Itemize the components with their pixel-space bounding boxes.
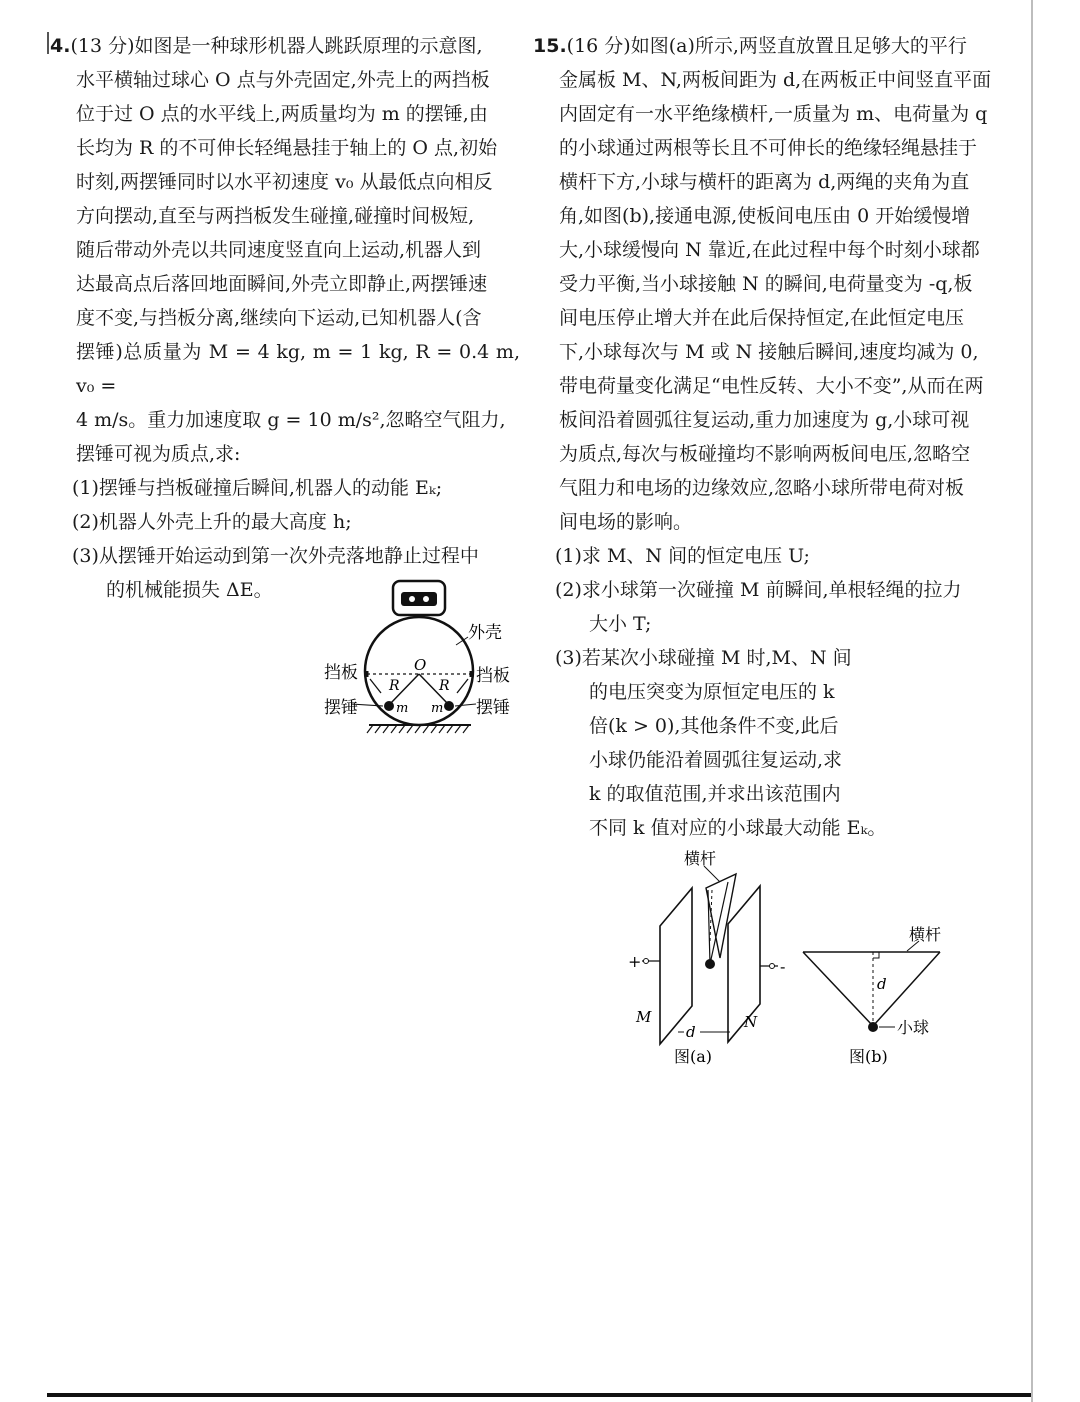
question-text-line: 横杆下方,小球与横杆的距离为 d,两绳的夹角为直 xyxy=(559,171,970,193)
question-number: 4. xyxy=(50,35,71,57)
plate-m xyxy=(660,888,692,1044)
label-pendulum-left: 摆锤 xyxy=(324,698,358,718)
label-ball: 小球 xyxy=(897,1018,930,1037)
label-m-right: m xyxy=(431,701,444,716)
question-text-line: (13 分)如图是一种球形机器人跳跃原理的示意图, xyxy=(70,35,483,57)
label-d: d xyxy=(877,975,887,993)
caption-b: 图(b) xyxy=(849,1047,888,1066)
question-text-line: 摆锤可视为质点,求: xyxy=(76,443,241,465)
sub-question-3: (3)若某次小球碰撞 M 时,M、N 间 的电压突变为原恒定电压的 k 倍(k > 0),其他条件不变,此后 小球仍能沿着圆弧往复运动,求 k 的取值范围,并求出该范围内 不同 k 值对应的小球最大动能 Eₖ。 xyxy=(555,647,887,839)
label-d: d xyxy=(686,1023,696,1041)
pendulum-bob-left xyxy=(384,701,394,711)
question-text-line: 带电荷量变化满足“电性反转、大小不变”,从而在两 xyxy=(559,375,984,397)
question-text-line: 水平横轴过球心 O 点与外壳固定,外壳上的两挡板 xyxy=(76,69,490,91)
question-text-line: 间电场的影响。 xyxy=(559,511,693,533)
question-text-line: 度不变,与挡板分离,继续向下运动,已知机器人(含 xyxy=(76,307,482,329)
question-text-line: 金属板 M、N,两板间距为 d,在两板正中间竖直平面 xyxy=(559,69,992,91)
figure-b-pendulum xyxy=(795,920,975,1070)
label-rod: 横杆 xyxy=(909,925,942,944)
question-text-line: 下,小球每次与 M 或 N 接触后瞬间,速度均减为 0, xyxy=(559,341,979,363)
question-text-line: 达最高点后落回地面瞬间,外壳立即静止,两摆锤速 xyxy=(76,273,488,295)
question-text-line: 位于过 O 点的水平线上,两质量均为 m 的摆锤,由 xyxy=(76,103,488,125)
label-center-o: O xyxy=(414,656,427,674)
question-number: 15. xyxy=(533,35,567,57)
question-text-line: 方向摆动,直至与两挡板发生碰撞,碰撞时间极短, xyxy=(76,205,475,227)
question-text-line: 长均为 R 的不可伸长轻绳悬挂于轴上的 O 点,初始 xyxy=(76,137,498,159)
question-text-line: 的小球通过两根等长且不可伸长的绝缘轻绳悬挂于 xyxy=(559,137,978,159)
question-text-line: 受力平衡,当小球接触 N 的瞬间,电荷量变为 -q,板 xyxy=(559,273,973,295)
left-edge-mark xyxy=(47,32,49,54)
question-text-line: 气阻力和电场的边缘效应,忽略小球所带电荷对板 xyxy=(559,477,965,499)
label-m-plate: M xyxy=(636,1008,652,1026)
label-n-plate: N xyxy=(744,1013,758,1031)
question-text-line: 角,如图(b),接通电源,使板间电压由 0 开始缓慢增 xyxy=(559,205,971,227)
question-text-line: 大,小球缓慢向 N 靠近,在此过程中每个时刻小球都 xyxy=(559,239,980,261)
question-text-line: (16 分)如图(a)所示,两竖直放置且足够大的平行 xyxy=(566,35,967,57)
question-text-line: 摆锤)总质量为 M = 4 kg, m = 1 kg, R = 0.4 m, v₀ = xyxy=(76,341,520,397)
label-plus: + xyxy=(628,952,642,971)
question-text-line: 板间沿着圆弧往复运动,重力加速度为 g,小球可视 xyxy=(559,409,970,431)
question-text-line: 为质点,每次与板碰撞均不影响两板间电压,忽略空 xyxy=(559,443,971,465)
question-text-line: 时刻,两摆锤同时以水平初速度 v₀ 从最低点向相反 xyxy=(76,171,493,193)
question-text-line: 内固定有一水平绝缘横杆,一质量为 m、电荷量为 q xyxy=(559,103,988,125)
label-r-left: R xyxy=(389,678,400,694)
label-baffle-left: 挡板 xyxy=(324,663,358,683)
robot-diagram xyxy=(315,575,525,735)
sub-question-3: (3)从摆锤开始运动到第一次外壳落地静止过程中 的机械能损失 ΔE。 xyxy=(72,545,479,601)
label-r-right: R xyxy=(439,678,450,694)
small-ball xyxy=(868,1022,878,1032)
question-14 xyxy=(50,29,520,607)
question-text-line: 间电压停止增大并在此后保持恒定,在此恒定电压 xyxy=(559,307,965,329)
label-baffle-right: 挡板 xyxy=(476,666,510,686)
rope-left xyxy=(803,952,873,1026)
label-minus: - xyxy=(780,957,786,976)
sub-question-2: (2)求小球第一次碰撞 M 前瞬间,单根轻绳的拉力 大小 T; xyxy=(555,579,962,635)
label-pendulum-right: 摆锤 xyxy=(476,698,510,718)
sub-question-2: (2)机器人外壳上升的最大高度 h; xyxy=(72,511,352,533)
bottom-rule xyxy=(47,1393,1031,1397)
label-m-left: m xyxy=(396,701,409,716)
figure-a-plates xyxy=(620,846,800,1071)
sub-question-1: (1)摆锤与挡板碰撞后瞬间,机器人的动能 Eₖ; xyxy=(72,477,443,499)
pendulum-bob-right xyxy=(444,701,454,711)
robot-eyes xyxy=(401,592,437,606)
right-page-edge xyxy=(1031,0,1033,1402)
question-text-line: 随后带动外壳以共同速度竖直向上运动,机器人到 xyxy=(76,239,482,261)
caption-a: 图(a) xyxy=(674,1047,713,1066)
label-rod: 横杆 xyxy=(684,849,717,868)
question-15 xyxy=(533,29,1013,845)
label-shell: 外壳 xyxy=(468,623,502,643)
sub-question-1: (1)求 M、N 间的恒定电压 U; xyxy=(555,545,810,567)
small-ball xyxy=(705,959,715,969)
question-text-line: 4 m/s。重力加速度取 g = 10 m/s²,忽略空气阻力, xyxy=(76,409,506,431)
